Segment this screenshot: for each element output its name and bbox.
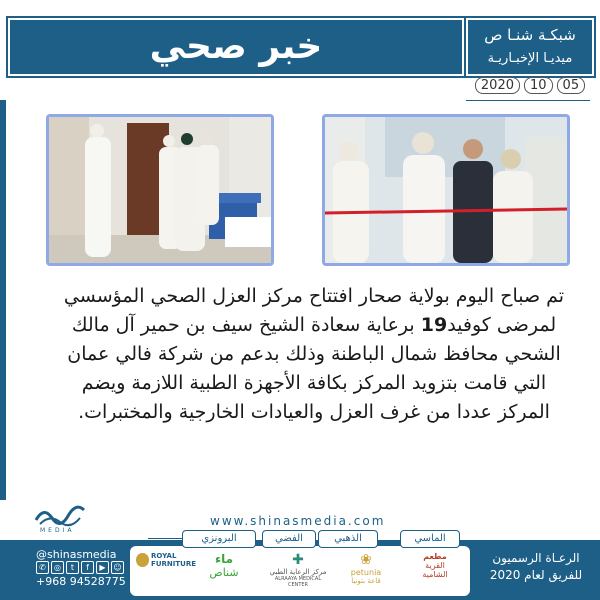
sponsor-matam-line3: الشامية <box>422 570 448 579</box>
sponsor-matam-logo <box>404 552 466 592</box>
royal-crest-icon <box>136 553 149 567</box>
header-divider <box>8 76 463 78</box>
sponsor-maa-line1: ماء <box>214 552 234 566</box>
official-sponsors-caption <box>476 550 596 584</box>
youtube-icon[interactable]: ▶ <box>96 561 109 574</box>
date-month: 10 <box>524 77 553 94</box>
snapchat-icon[interactable]: ☺ <box>111 561 124 574</box>
website-link[interactable]: www.shinasmedia.com <box>210 514 386 528</box>
date-year: 2020 <box>475 77 520 94</box>
date-day: 05 <box>557 77 586 94</box>
sponsor-maa-line2: شناص <box>209 566 239 579</box>
sponsor-matam-line2: القرية <box>425 561 445 570</box>
network-name-line2: ميديـا الإخبـاريـة <box>487 51 573 66</box>
article-covid-number: 19 <box>420 314 448 336</box>
tier-silver-label: الفضي <box>262 530 316 548</box>
sponsor-royal-line2: FURNITURE <box>151 560 196 568</box>
sponsor-medical-logo <box>268 552 328 592</box>
article-text-part1: تم صباح اليوم بولاية صحار افتتاح مركز العزل الصحي المؤسسي لمرضى كوفيد <box>63 285 565 336</box>
sponsor-petunia-name: petunia <box>350 568 382 577</box>
article-body <box>54 282 574 427</box>
publish-date <box>470 78 590 96</box>
news-category-title-box <box>8 18 464 76</box>
article-text-part2: برعاية سعادة الشيخ سيف بن حمير آل مالك الشحي محافظ شمال الباطنة وذلك بدعم من شركة فالي عمان التي قامت بتزويد المركز بكافة الأجهزة الطبية اللازمة ويضم المركز عددا من غرف العزل والعيادات الخارجية والمختبرات. <box>67 314 561 423</box>
tier-gold-label: الذهبي <box>318 530 378 548</box>
photo-hospital-room <box>46 114 274 266</box>
date-divider <box>466 100 590 101</box>
left-accent-bar <box>0 100 6 500</box>
twitter-icon[interactable]: t <box>66 561 79 574</box>
sponsors-caption-line2: للفريق لعام 2020 <box>489 568 583 582</box>
shinas-media-logo-icon <box>34 502 86 528</box>
photo-hospital-room-illustration <box>49 117 271 263</box>
tier-bronze-label: البرونزي <box>182 530 256 548</box>
tier-diamond-label: الماسي <box>400 530 460 548</box>
phone-number[interactable]: +968 94528775 <box>36 575 126 588</box>
photo-ribbon-cutting <box>322 114 570 266</box>
petunia-flower-icon: ❀ <box>360 552 372 568</box>
sponsor-petunia-logo <box>338 552 394 592</box>
social-icons-row <box>36 561 124 573</box>
sponsor-royal-line1: ROYAL <box>151 552 177 560</box>
social-handle[interactable]: @shinasmedia <box>36 548 117 561</box>
sponsor-royal-furniture-logo <box>136 552 196 592</box>
facebook-icon[interactable]: f <box>81 561 94 574</box>
network-name-box <box>466 18 594 76</box>
instagram-icon[interactable]: ◎ <box>51 561 64 574</box>
medical-cross-icon: ✚ <box>292 552 304 568</box>
news-category-title: خبر صحي <box>149 26 323 67</box>
sponsor-maa-shinas-logo <box>200 552 248 592</box>
tier-divider <box>148 538 182 539</box>
sponsor-matam-line1: مطعم <box>423 552 447 561</box>
network-name-line1: شبكـة شنـا ص <box>484 26 576 44</box>
sponsor-medical-arabic: مركز الرعاية الطبي <box>269 568 327 576</box>
logo-text: MEDIA <box>40 527 75 534</box>
photo-ribbon-cutting-illustration <box>325 117 567 263</box>
sponsor-petunia-arabic: قاعة بتونيا <box>351 577 381 585</box>
whatsapp-icon[interactable]: ✆ <box>36 561 49 574</box>
sponsor-medical-english: ALRAAYA MEDICAL CENTER <box>274 576 322 588</box>
sponsors-caption-line1: الرعـاة الرسميون <box>492 551 580 565</box>
